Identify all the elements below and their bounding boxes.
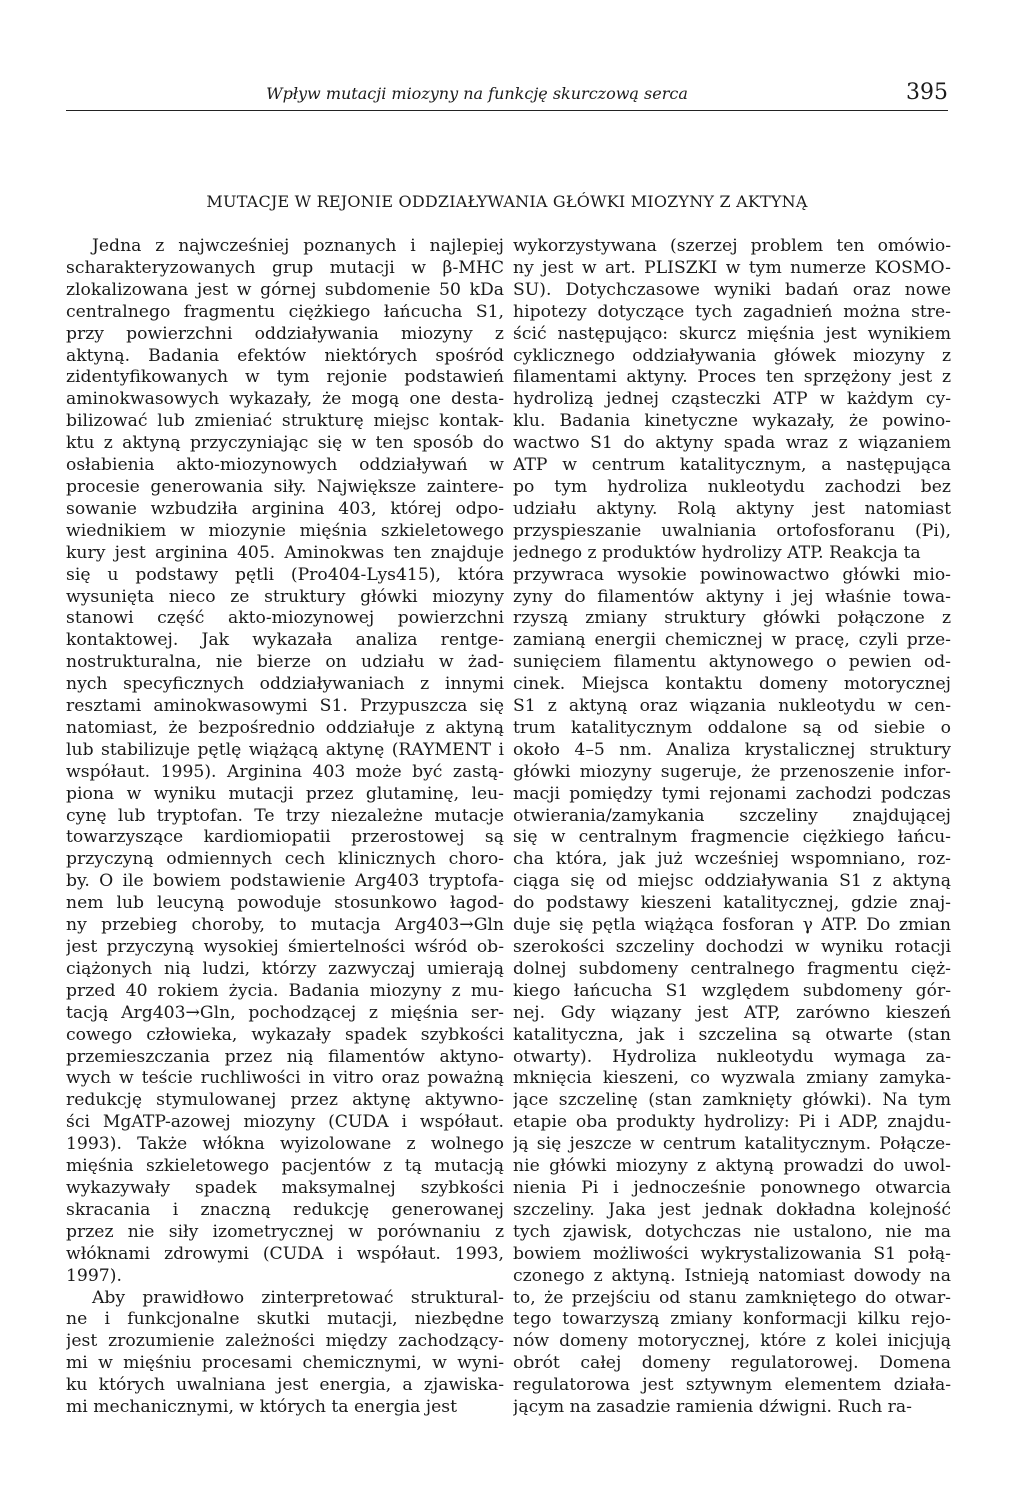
text-line: sowanie wzbudziła arginina 403, której odpo- — [66, 498, 504, 519]
text-line: jednego z produktów hydrolizy ATP. Reakcja ta — [513, 542, 921, 563]
text-line: zamianą energii chemicznej w pracę, czyli prze- — [513, 630, 951, 651]
text-line: rzyszą zmiany struktury główki połączone z — [513, 608, 951, 629]
text-line: około 4–5 nm. Analiza krystalicznej struktury — [513, 739, 951, 760]
text-line: ktu z aktyną przyczyniając się w ten sposób do — [66, 433, 504, 454]
text-line: osłabienia akto-miozynowych oddziaływań w — [66, 455, 504, 476]
text-line: włóknami zdrowymi (CUDA i współaut. 1993, — [66, 1243, 504, 1264]
text-line: szczeliny. Jaka jest jednak dokładna kolejność — [513, 1199, 951, 1220]
text-line: skracania i znaczną redukcję generowanej — [66, 1199, 504, 1220]
text-line: S1 z aktyną oraz wiązania nukleotydu w cen- — [513, 696, 951, 717]
text-line: aktyną. Badania efektów niektórych spośród — [66, 345, 504, 366]
text-line: duje się pętla wiążąca fosforan γ ATP. Do zmian — [513, 915, 951, 936]
page-number: 395 — [906, 80, 948, 105]
text-line: ciąga się od miejsc oddziaływania S1 z aktyną — [513, 871, 951, 892]
text-line: procesie generowania siły. Największe zaintere- — [66, 476, 504, 497]
text-line: nie główki miozyny z aktyną prowadzi do uwol- — [513, 1156, 951, 1177]
section-heading: MUTACJE W REJONIE ODDZIAŁYWANIA GŁÓWKI MIOZYNY Z AKTYNĄ — [206, 192, 808, 211]
text-line: ATP w centrum katalitycznym, a następująca — [513, 455, 951, 476]
text-line: to, że przejściu od stanu zamkniętego do otwar- — [513, 1287, 951, 1308]
text-line: ku których uwalniana jest energia, a zjawiska- — [66, 1375, 504, 1396]
text-line: mi mechanicznymi, w których ta energia jest — [66, 1397, 458, 1418]
text-line: lub stabilizuje pętlę wiążącą aktynę (RAYMENT i — [66, 739, 504, 760]
text-line: zidentyfikowanych w tym rejonie podstawień — [66, 367, 504, 388]
text-line: przed 40 rokiem życia. Badania miozyny z mu- — [66, 980, 504, 1001]
text-line: aminokwasowych wykazały, że mogą one desta- — [66, 389, 504, 410]
text-line: udziału aktyny. Rolą aktyny jest natomiast — [513, 498, 951, 519]
text-line: dolnej subdomeny centralnego fragmentu cięż- — [513, 958, 951, 979]
text-line: ścić następująco: skurcz mięśnia jest wynikiem — [513, 323, 951, 344]
text-line: mknięcia kieszeni, co wyzwala zmiany zamyka- — [513, 1068, 951, 1089]
text-line: nem lub leucyną powoduje stosunkowo łagod- — [66, 893, 504, 914]
left-text-column — [66, 236, 504, 1419]
text-line: tych zjawisk, dotychczas nie ustalono, nie ma — [513, 1221, 951, 1242]
text-line: nej. Gdy wiązany jest ATP, zarówno kieszeń — [513, 1002, 951, 1023]
text-line: ne i funkcjonalne skutki mutacji, niezbędne — [66, 1309, 504, 1330]
text-line: przyspieszanie uwalniania ortofosforanu (Pi), — [513, 520, 951, 541]
text-line: kiego łańcucha S1 względem subdomeny gór- — [513, 980, 951, 1001]
text-line: zyny do filamentów aktyny i jej właśnie towa- — [513, 586, 951, 607]
text-line: przemieszczania przez nią filamentów aktyno- — [66, 1046, 504, 1067]
text-line: się u podstawy pętli (Pro404-Lys415), która — [66, 564, 504, 585]
text-line: mi w mięśniu procesami chemicznymi, w wyni- — [66, 1353, 504, 1374]
text-line: nych specyficznych oddziaływaniach z innymi — [66, 674, 504, 695]
text-line: jące szczelinę (stan zamknięty główki). Na tym — [513, 1090, 951, 1111]
text-line: się w centralnym fragmencie ciężkiego łańcu- — [513, 827, 951, 848]
text-line: bowiem możliwości wykrystalizowania S1 połą- — [513, 1243, 951, 1264]
text-line: macji pomiędzy tymi rejonami zachodzi podczas — [513, 783, 951, 804]
text-line: cowego człowieka, wykazały spadek szybkości — [66, 1024, 504, 1045]
text-line: główki miozyny sugeruje, że przenoszenie infor- — [513, 761, 951, 782]
text-line: hydrolizą jednej cząsteczki ATP w każdym cy- — [513, 389, 951, 410]
right-text-column — [513, 236, 951, 1419]
running-header — [66, 80, 948, 111]
text-line: czonego z aktyną. Istnieją natomiast dowody na — [513, 1265, 951, 1286]
text-line: etapie oba produkty hydrolizy: Pi i ADP, znajdu- — [513, 1112, 951, 1133]
text-line: cinek. Miejsca kontaktu domeny motorycznej — [513, 674, 951, 695]
text-line: ciążonych nią ludzi, którzy zazwyczaj umierają — [66, 958, 504, 979]
text-line: jest zrozumienie zależności między zachodzący- — [66, 1331, 504, 1352]
text-line: natomiast, że bezpośrednio oddziałuje z aktyną — [66, 717, 504, 738]
text-line: cha która, jak już wcześniej wspomniano, roz- — [513, 849, 951, 870]
text-line: Aby prawidłowo zinterpretować struktural- — [92, 1287, 504, 1308]
text-line: nienia Pi i jednocześnie ponownego otwarcia — [513, 1177, 951, 1198]
text-line: przez nie siły izometrycznej w porównaniu z — [66, 1221, 504, 1242]
text-line: mięśnia szkieletowego pacjentów z tą mutacją — [66, 1156, 504, 1177]
text-line: katalityczna, jak i szczelina są otwarte (stan — [513, 1024, 951, 1045]
text-line: cynę lub tryptofan. Te trzy niezależne mutacje — [66, 805, 504, 826]
text-line: przywraca wysokie powinowactwo główki mio- — [513, 564, 951, 585]
text-line: po tym hydroliza nukleotydu zachodzi bez — [513, 476, 951, 497]
text-line: klu. Badania kinetyczne wykazały, że powino- — [513, 411, 951, 432]
text-line: otwierania/zamykania szczeliny znajdującej — [513, 805, 951, 826]
text-line: ny jest w art. PLISZKI w tym numerze KOSMO- — [513, 257, 951, 278]
text-line: resztami aminokwasowymi S1. Przypuszcza się — [66, 696, 504, 717]
text-line: szerokości szczeliny dochodzi w wyniku rotacji — [513, 937, 951, 957]
text-line: nostrukturalna, nie bierze on udziału w żad- — [66, 652, 504, 673]
text-line: otwarty). Hydroliza nukleotydu wymaga za- — [513, 1046, 951, 1067]
text-line: zlokalizowana jest w górnej subdomenie 50 kDa — [66, 279, 504, 300]
text-line: 1993). Także włókna wyizolowane z wolnego — [66, 1134, 504, 1155]
text-line: hipotezy dotyczące tych zagadnień można stre- — [513, 301, 951, 322]
text-line: kury jest arginina 405. Aminokwas ten znajduje — [66, 542, 504, 563]
text-line: jącym na zasadzie ramienia dźwigni. Ruch ra- — [513, 1397, 912, 1418]
text-line: 1997). — [66, 1265, 122, 1286]
text-line: obrót całej domeny regulatorowej. Domena — [513, 1353, 951, 1374]
text-line: wactwo S1 do aktyny spada wraz z wiązaniem — [513, 433, 951, 454]
text-line: wych w teście ruchliwości in vitro oraz poważną — [66, 1068, 504, 1089]
text-line: cyklicznego oddziaływania główek miozyny z — [513, 345, 951, 366]
text-line: ny przebieg choroby, to mutacja Arg403→Gln — [66, 915, 504, 936]
text-line: stanowi część akto-miozynowej powierzchni — [66, 608, 504, 629]
text-line: jest przyczyną wysokiej śmiertelności wśród ob- — [66, 937, 504, 957]
text-line: przyczyną odmiennych cech klinicznych choro- — [66, 849, 504, 870]
text-line: wysunięta nieco ze struktury główki miozyny — [66, 586, 504, 607]
text-line: tacją Arg403→Gln, pochodzącej z mięśnia ser- — [66, 1002, 504, 1023]
text-line: by. O ile bowiem podstawienie Arg403 tryptofa- — [66, 871, 504, 892]
text-line: sunięciem filamentu aktynowego o pewien od- — [513, 652, 951, 673]
text-line: współaut. 1995). Arginina 403 może być zastą- — [66, 761, 504, 782]
text-line: trum katalitycznym oddalone są od siebie o — [513, 717, 951, 738]
text-line: wykorzystywana (szerzej problem ten omówio- — [513, 236, 951, 256]
text-line: kontaktowej. Jak wykazała analiza rentge- — [66, 630, 504, 651]
text-line: redukcję stymulowanej przez aktynę aktywno- — [66, 1090, 504, 1111]
running-title: Wpływ mutacji miozyny na funkcję skurczową serca — [266, 84, 688, 103]
text-line: bilizować lub zmieniać strukturę miejsc kontak- — [66, 411, 504, 432]
text-line: piona w wyniku mutacji przez glutaminę, leu- — [66, 783, 504, 804]
text-line: wykazywały spadek maksymalnej szybkości — [66, 1177, 504, 1198]
text-line: Jedna z najwcześniej poznanych i najlepiej — [92, 236, 504, 256]
text-line: nów domeny motorycznej, które z kolei inicjują — [513, 1331, 951, 1352]
text-line: filamentami aktyny. Proces ten sprzężony jest z — [513, 367, 951, 388]
text-line: centralnego fragmentu ciężkiego łańcucha S1, — [66, 301, 504, 322]
text-line: SU). Dotychczasowe wyniki badań oraz nowe — [513, 279, 951, 300]
text-line: ści MgATP-azowej miozyny (CUDA i współaut. — [66, 1112, 504, 1133]
text-line: towarzyszące kardiomiopatii przerostowej są — [66, 827, 504, 848]
text-line: wiednikiem w miozynie mięśnia szkieletowego — [66, 520, 504, 541]
text-line: regulatorowa jest sztywnym elementem działa- — [513, 1375, 951, 1396]
text-line: tego towarzyszą zmiany konformacji kilku rejo- — [513, 1309, 951, 1330]
text-line: scharakteryzowanych grup mutacji w β-MHC — [66, 257, 504, 278]
text-line: ją się jeszcze w centrum katalitycznym. Połącze- — [513, 1134, 951, 1155]
text-line: przy powierzchni oddziaływania miozyny z — [66, 323, 504, 344]
text-line: do podstawy kieszeni katalitycznej, gdzie znaj- — [513, 893, 951, 914]
